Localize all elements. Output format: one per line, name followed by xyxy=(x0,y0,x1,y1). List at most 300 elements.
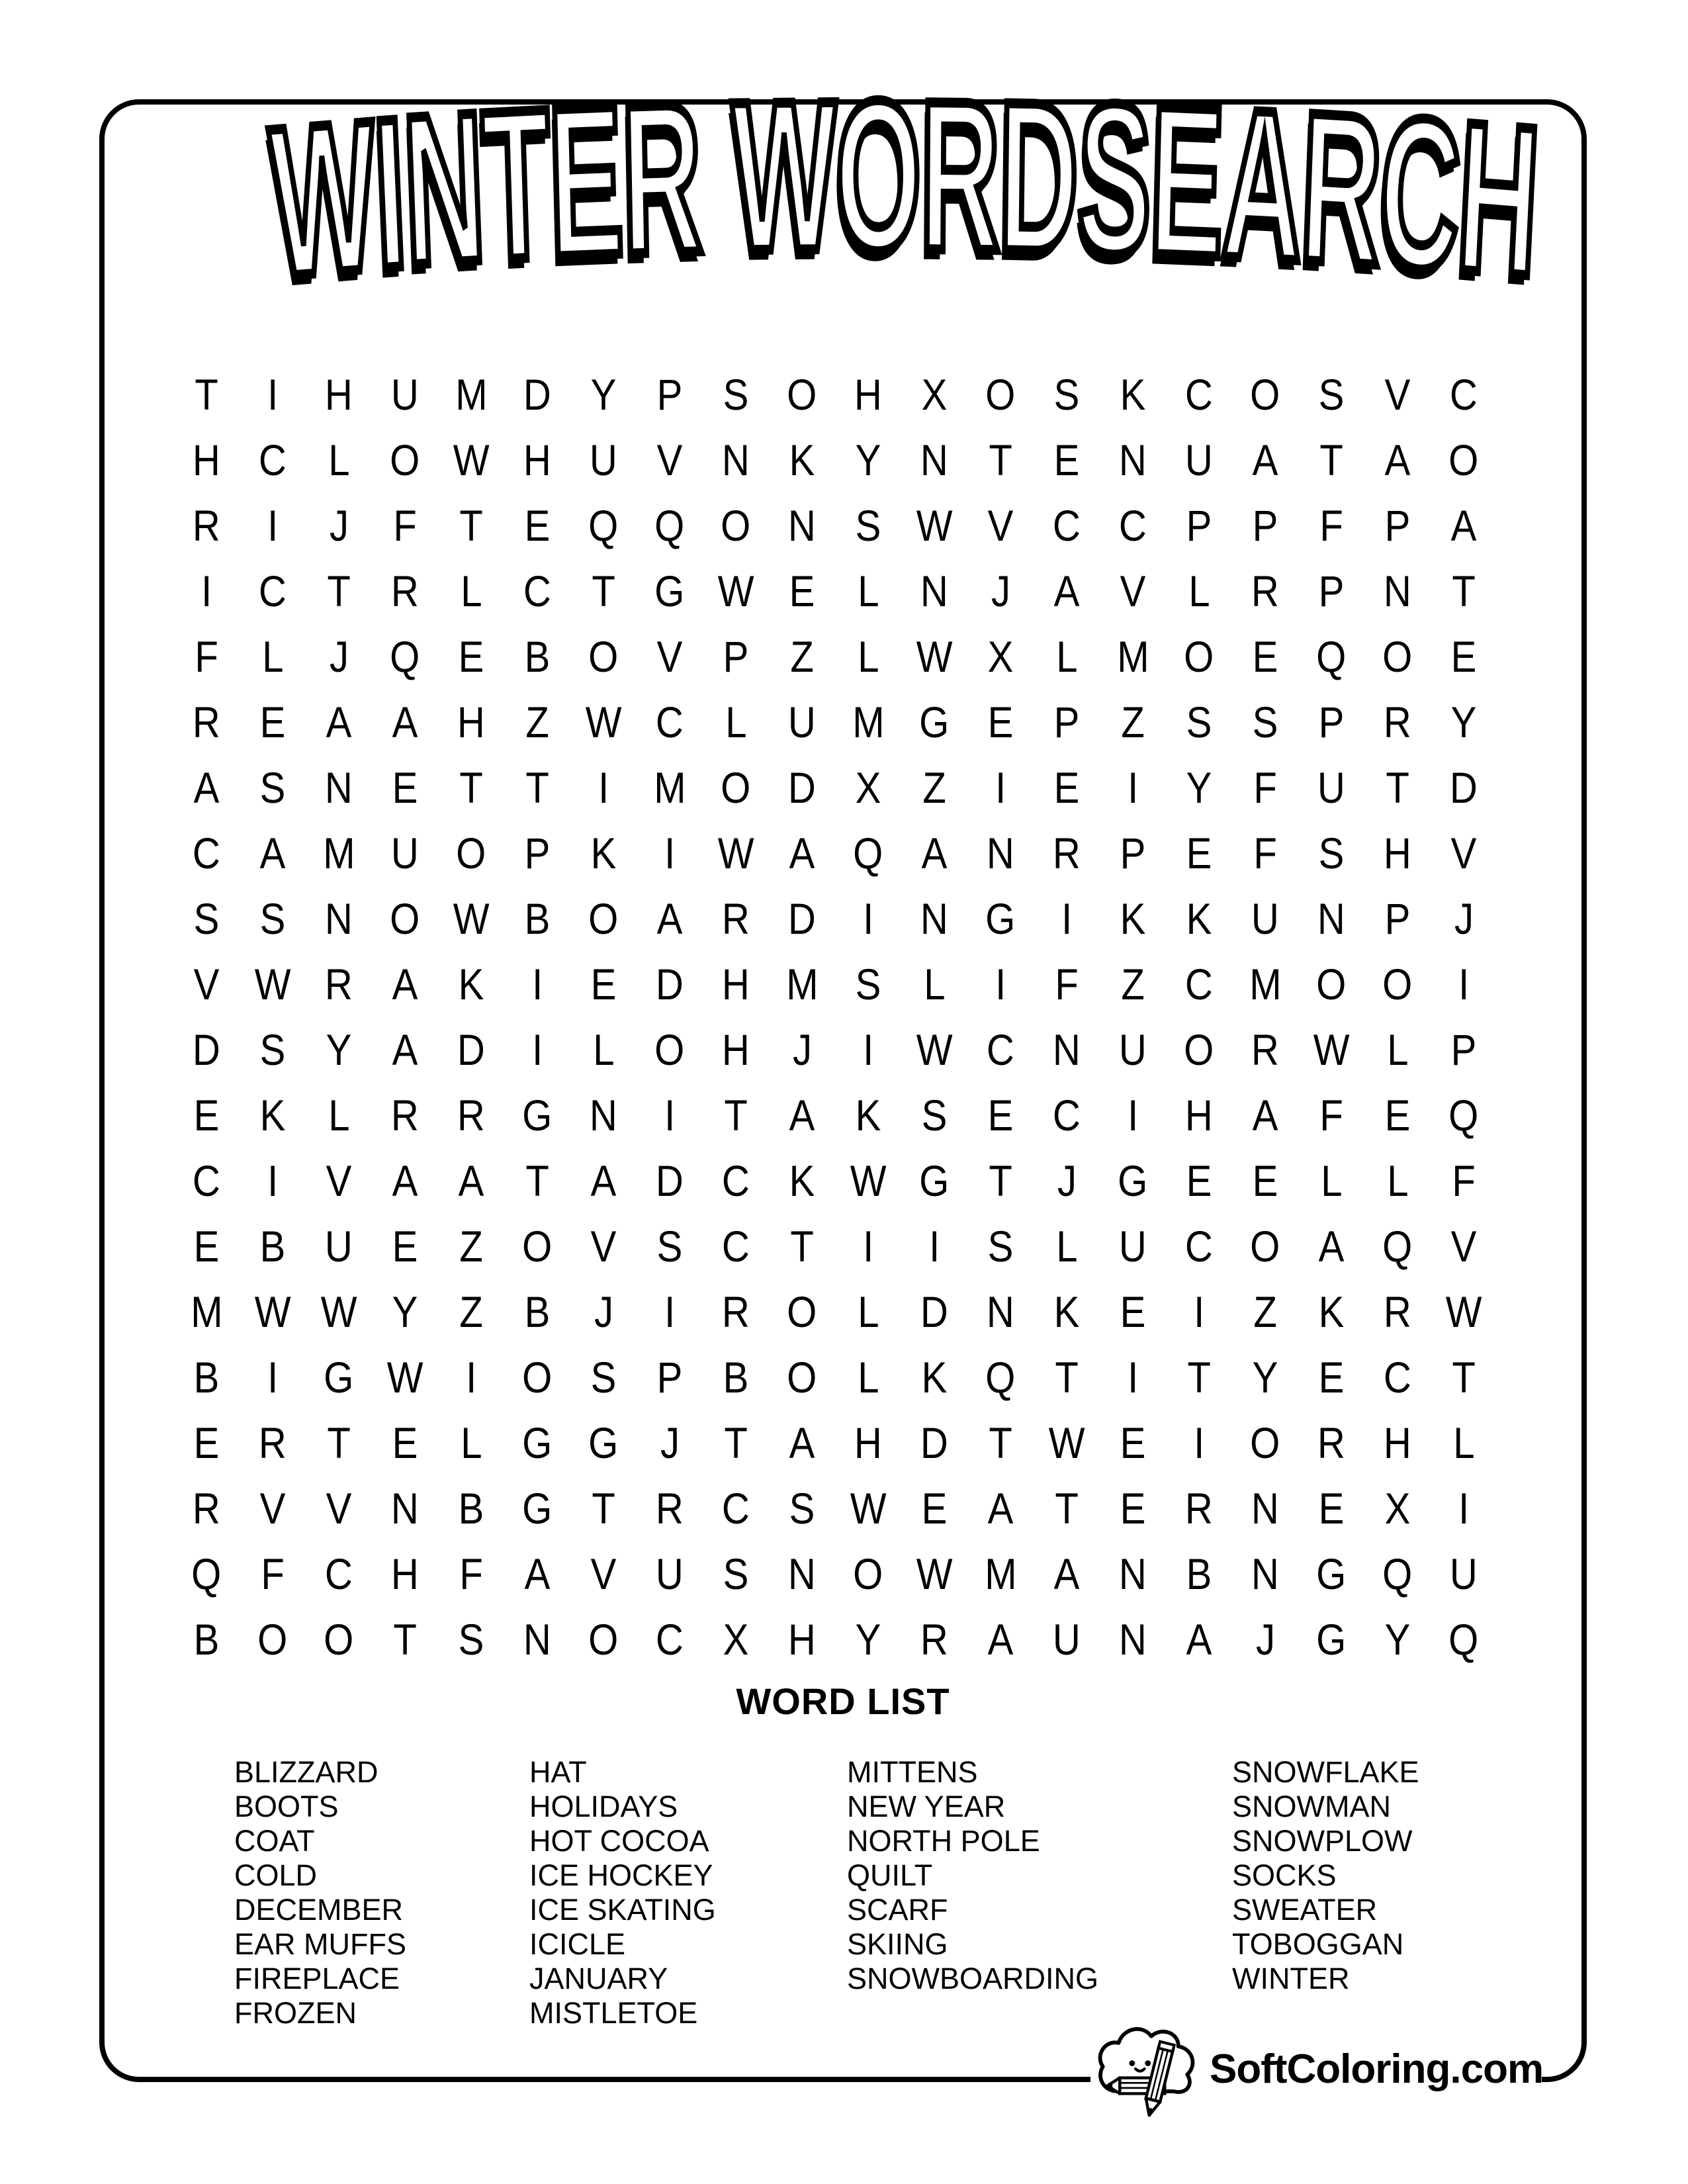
grid-cell: G xyxy=(919,1156,950,1205)
grid-cell: N xyxy=(987,828,1014,878)
grid-cell: V xyxy=(590,1549,617,1598)
grid-cell: E xyxy=(789,566,815,615)
grid-cell: K xyxy=(921,1352,948,1402)
title-letter: O xyxy=(835,56,920,295)
grid-cell: W xyxy=(453,435,490,484)
word-item: HOT COCOA xyxy=(529,1824,709,1858)
grid-cell: S xyxy=(656,1221,683,1271)
grid-cell: H xyxy=(722,959,750,1009)
grid-cell: I xyxy=(531,959,543,1009)
grid-cell: C xyxy=(656,1614,684,1664)
grid-cell: E xyxy=(1053,435,1080,484)
grid-cell: Q xyxy=(1448,1090,1479,1140)
word-item: FIREPLACE xyxy=(234,1962,400,1995)
page-title xyxy=(265,55,1543,364)
grid-cell: W xyxy=(916,1024,953,1074)
grid-cell: Q xyxy=(985,1352,1016,1402)
grid-cell: I xyxy=(664,1090,676,1140)
grid-cell: T xyxy=(724,1090,748,1140)
grid-cell: H xyxy=(1185,1090,1213,1140)
grid-cell: U xyxy=(1251,893,1279,943)
title-letter xyxy=(698,13,733,341)
title-letter: D xyxy=(997,56,1079,297)
grid-cell: S xyxy=(789,1483,815,1533)
grid-cell: A xyxy=(392,959,418,1009)
grid-cell: Q xyxy=(1382,1549,1413,1598)
grid-cell: A xyxy=(1053,1549,1080,1598)
grid-cell: E xyxy=(987,1090,1014,1140)
grid-cell: T xyxy=(1452,1352,1476,1402)
grid-cell: S xyxy=(259,893,286,943)
grid-cell: S xyxy=(987,1221,1014,1271)
grid-cell: E xyxy=(524,500,551,550)
grid-cell: I xyxy=(1458,959,1470,1009)
grid-cell: A xyxy=(458,1156,484,1205)
grid-cell: R xyxy=(1251,1024,1279,1074)
grid-cell: F xyxy=(1253,828,1277,878)
grid-cell: U xyxy=(656,1549,684,1598)
grid-cell: K xyxy=(855,1090,881,1140)
grid-cell: R xyxy=(193,697,220,747)
grid-cell: Q xyxy=(390,631,420,681)
grid-cell: J xyxy=(329,500,349,550)
grid-cell: I xyxy=(1127,1090,1139,1140)
grid-cell: N xyxy=(1317,893,1345,943)
grid-cell: L xyxy=(1386,1024,1409,1074)
grid-cell: V xyxy=(656,631,683,681)
grid-cell: W xyxy=(254,959,291,1009)
grid-cell: T xyxy=(327,566,351,615)
grid-cell: B xyxy=(259,1221,286,1271)
grid-cell: C xyxy=(1450,369,1478,419)
grid-cell: M xyxy=(1116,631,1149,681)
grid-cell: E xyxy=(193,1418,220,1467)
grid-cell: J xyxy=(594,1287,613,1336)
grid-cell: W xyxy=(1445,1287,1482,1336)
grid-cell: H xyxy=(1384,828,1411,878)
grid-cell: Q xyxy=(191,1549,222,1598)
grid-cell: R xyxy=(920,1614,948,1664)
grid-cell: N xyxy=(920,566,948,615)
grid-cell: O xyxy=(853,1549,883,1598)
grid-cell: Y xyxy=(1186,762,1212,812)
grid-cell: B xyxy=(193,1352,220,1402)
grid-cell: A xyxy=(1252,1090,1278,1140)
grid-cell: S xyxy=(458,1614,484,1664)
grid-cell: M xyxy=(1249,959,1282,1009)
grid-cell: A xyxy=(590,1156,617,1205)
grid-cell: W xyxy=(850,1156,887,1205)
word-item: SNOWMAN xyxy=(1232,1790,1391,1823)
grid-cell: E xyxy=(1450,631,1477,681)
grid-cell: N xyxy=(1251,1549,1279,1598)
grid-cell: C xyxy=(259,566,287,615)
grid-cell: S xyxy=(193,893,220,943)
grid-cell: G xyxy=(522,1090,553,1140)
grid-cell: S xyxy=(1252,697,1278,747)
grid-cell: R xyxy=(193,1483,220,1533)
grid-cell: E xyxy=(1186,1156,1212,1205)
title-letter: W xyxy=(265,75,380,322)
title-area xyxy=(99,55,1587,338)
grid-cell: L xyxy=(328,435,350,484)
grid-cell: S xyxy=(723,1549,749,1598)
word-item: TOBOGGAN xyxy=(1232,1927,1404,1961)
grid-cell: P xyxy=(1318,566,1345,615)
grid-cell: E xyxy=(1318,1483,1345,1533)
grid-cell: D xyxy=(523,369,551,419)
grid-cell: I xyxy=(862,1221,874,1271)
grid-cell: W xyxy=(453,893,490,943)
grid-cell: V xyxy=(1450,1221,1477,1271)
grid-cell: N xyxy=(920,435,948,484)
grid-cell: J xyxy=(991,566,1010,615)
grid-cell: T xyxy=(1055,1352,1079,1402)
grid-cell: C xyxy=(325,1549,353,1598)
grid-cell: S xyxy=(1053,369,1080,419)
grid-cell: A xyxy=(392,697,418,747)
word-list-column-4 xyxy=(1232,1755,1419,1996)
title-letter: C xyxy=(1374,71,1464,316)
grid-cell: R xyxy=(457,1090,485,1140)
grid-cell: Z xyxy=(1121,697,1145,747)
grid-cell: Y xyxy=(855,435,881,484)
grid-cell: N xyxy=(523,1614,551,1664)
word-item: BLIZZARD xyxy=(234,1755,378,1789)
grid-cell: K xyxy=(1120,369,1146,419)
grid-cell: O xyxy=(257,1614,288,1664)
word-item: SNOWBOARDING xyxy=(847,1962,1099,1995)
grid-cell: C xyxy=(656,697,684,747)
grid-cell: O xyxy=(1448,435,1479,484)
grid-cell: J xyxy=(329,631,349,681)
brand-name: SoftColoring.com xyxy=(1210,2046,1544,2092)
grid-cell: M xyxy=(984,1549,1017,1598)
grid-cell: A xyxy=(1450,500,1477,550)
grid-cell: J xyxy=(792,1024,812,1074)
word-item: SOCKS xyxy=(1232,1858,1337,1892)
word-item: COAT xyxy=(234,1824,315,1858)
grid-cell: O xyxy=(1250,1418,1280,1467)
grid-cell: I xyxy=(267,500,279,550)
grid-cell: S xyxy=(723,369,749,419)
grid-cell: O xyxy=(324,1614,354,1664)
word-item: NEW YEAR xyxy=(847,1790,1006,1823)
grid-cell: B xyxy=(524,631,551,681)
grid-cell: F xyxy=(195,631,218,681)
grid-cell: Q xyxy=(588,500,619,550)
grid-cell: C xyxy=(1053,1090,1081,1140)
grid-cell: E xyxy=(458,631,484,681)
brand-logo xyxy=(1090,2004,1542,2134)
word-item: ICICLE xyxy=(529,1927,626,1961)
grid-cell: A xyxy=(987,1614,1014,1664)
grid-cell: L xyxy=(857,631,879,681)
grid-cell: I xyxy=(1193,1418,1205,1467)
grid-cell: K xyxy=(1318,1287,1345,1336)
grid-cell: E xyxy=(1186,828,1212,878)
grid-cell: T xyxy=(525,762,549,812)
grid-cell: R xyxy=(391,1090,419,1140)
grid-cell: O xyxy=(522,1221,553,1271)
grid-cell: C xyxy=(1053,500,1081,550)
grid-cell: L xyxy=(857,1352,879,1402)
grid-cell: K xyxy=(1186,893,1212,943)
word-item: ICE HOCKEY xyxy=(529,1858,713,1892)
grid-cell: J xyxy=(1454,893,1474,943)
grid-cell: F xyxy=(1319,1090,1343,1140)
grid-cell: O xyxy=(390,893,420,943)
grid-cell: V xyxy=(656,435,683,484)
grid-cell: I xyxy=(1127,1352,1139,1402)
grid-cell: D xyxy=(1450,762,1478,812)
grid-cell: F xyxy=(1055,959,1079,1009)
grid-cell: P xyxy=(1053,697,1080,747)
grid-cell: R xyxy=(722,893,750,943)
grid-cell: I xyxy=(995,762,1006,812)
grid-cell: T xyxy=(989,435,1012,484)
grid-cell: I xyxy=(1458,1483,1470,1533)
grid-cell: T xyxy=(989,1156,1012,1205)
grid-cell: A xyxy=(1318,1221,1345,1271)
word-item: HAT xyxy=(529,1755,587,1789)
grid-cell: O xyxy=(588,1614,619,1664)
grid-cell: U xyxy=(788,697,816,747)
grid-cell: V xyxy=(590,1221,617,1271)
word-list-column-2 xyxy=(529,1755,716,2030)
grid-cell: A xyxy=(921,828,948,878)
grid-cell: A xyxy=(1384,435,1411,484)
grid-cell: M xyxy=(852,697,885,747)
grid-cell: S xyxy=(1186,697,1212,747)
grid-cell: A xyxy=(789,1090,815,1140)
grid-cell: L xyxy=(1188,566,1210,615)
grid-cell: I xyxy=(465,1352,477,1402)
grid-cell: S xyxy=(1318,369,1345,419)
grid-cell: N xyxy=(590,1090,617,1140)
grid-cell: M xyxy=(785,959,819,1009)
grid-cell: W xyxy=(717,566,754,615)
grid-cell: N xyxy=(325,893,353,943)
grid-cell: U xyxy=(1317,762,1345,812)
title-letter: T xyxy=(479,63,553,306)
grid-cell: V xyxy=(987,500,1014,550)
grid-cell: E xyxy=(392,762,418,812)
grid-cell: T xyxy=(327,1418,351,1467)
grid-cell: C xyxy=(523,566,551,615)
word-item: FROZEN xyxy=(234,1996,357,2030)
grid-cell: O xyxy=(1184,1024,1214,1074)
grid-cell: I xyxy=(267,1352,279,1402)
grid-cell: J xyxy=(660,1418,680,1467)
grid-cell: A xyxy=(392,1156,418,1205)
grid-cell: V xyxy=(326,1156,352,1205)
grid-cell: O xyxy=(985,369,1016,419)
grid-cell: C xyxy=(1185,959,1213,1009)
grid-cell: A xyxy=(987,1483,1014,1533)
word-item: DECEMBER xyxy=(234,1893,404,1927)
grid-cell: Q xyxy=(1316,631,1347,681)
grid-cell: M xyxy=(455,369,488,419)
grid-cell: O xyxy=(721,762,751,812)
grid-cell: O xyxy=(654,1024,685,1074)
grid-cell: G xyxy=(522,1483,553,1533)
grid-cell: Q xyxy=(654,500,685,550)
grid-cell: T xyxy=(1386,762,1409,812)
grid-cell: W xyxy=(916,500,953,550)
grid-cell: K xyxy=(1120,893,1146,943)
grid-cell: W xyxy=(585,697,622,747)
title-letter: R xyxy=(619,58,702,300)
grid-cell: W xyxy=(850,1483,887,1533)
word-item: WINTER xyxy=(1232,1962,1350,1995)
grid-cell: D xyxy=(193,1024,220,1074)
word-item: COLD xyxy=(234,1858,318,1892)
grid-cell: Z xyxy=(790,631,814,681)
grid-cell: T xyxy=(592,1483,615,1533)
grid-cell: I xyxy=(267,369,279,419)
grid-cell: O xyxy=(1316,959,1347,1009)
grid-cell: N xyxy=(722,435,750,484)
grid-cell: W xyxy=(254,1287,291,1336)
grid-cell: R xyxy=(1317,1418,1345,1467)
grid-cell: B xyxy=(723,1352,749,1402)
grid-cell: L xyxy=(725,697,747,747)
grid-cell: A xyxy=(326,697,352,747)
word-item: EAR MUFFS xyxy=(234,1927,407,1961)
grid-cell: G xyxy=(1118,1156,1148,1205)
grid-cell: H xyxy=(391,1549,419,1598)
grid-cell: V xyxy=(1384,369,1411,419)
grid-cell: L xyxy=(261,631,284,681)
grid-cell: I xyxy=(531,1024,543,1074)
grid-cell: K xyxy=(458,959,484,1009)
grid-cell: V xyxy=(1120,566,1146,615)
word-item: JANUARY xyxy=(529,1962,668,1995)
grid-cell: M xyxy=(653,762,686,812)
grid-cell: U xyxy=(1185,435,1213,484)
grid-cell: A xyxy=(259,828,286,878)
grid-cell: U xyxy=(391,369,419,419)
grid-cell: X xyxy=(723,1614,749,1664)
grid-cell: E xyxy=(392,1418,418,1467)
grid-cell: S xyxy=(855,959,881,1009)
grid-cell: W xyxy=(717,828,754,878)
grid-cell: I xyxy=(598,762,609,812)
grid-cell: O xyxy=(1382,631,1413,681)
grid-cell: W xyxy=(1313,1024,1350,1074)
grid-cell: R xyxy=(1384,697,1411,747)
grid-cell: D xyxy=(788,762,816,812)
grid-cell: T xyxy=(1319,435,1343,484)
grid-cell: T xyxy=(459,500,483,550)
grid-cell: O xyxy=(588,631,619,681)
grid-cell: C xyxy=(1384,1352,1411,1402)
word-item: SNOWFLAKE xyxy=(1232,1755,1419,1789)
grid-cell: A xyxy=(789,1418,815,1467)
grid-cell: N xyxy=(1251,1483,1279,1533)
grid-cell: A xyxy=(524,1549,551,1598)
grid-cell: D xyxy=(457,1024,485,1074)
grid-cell: H xyxy=(854,369,882,419)
grid-cell: I xyxy=(267,1156,279,1205)
grid-cell: O xyxy=(1250,1221,1280,1271)
grid-cell: N xyxy=(1053,1024,1081,1074)
grid-cell: F xyxy=(261,1549,285,1598)
title-letter: E xyxy=(1147,60,1225,302)
grid-cell: M xyxy=(190,1287,223,1336)
grid-cell: Y xyxy=(326,1024,352,1074)
grid-cell: G xyxy=(522,1418,553,1467)
grid-cell: X xyxy=(987,631,1014,681)
grid-cell: U xyxy=(1119,1221,1147,1271)
word-item: SWEATER xyxy=(1232,1893,1378,1927)
grid-cell: D xyxy=(920,1418,948,1467)
grid-cell: H xyxy=(1384,1418,1411,1467)
grid-cell: R xyxy=(722,1287,750,1336)
grid-cell: F xyxy=(459,1549,483,1598)
grid-cell: L xyxy=(1452,1418,1475,1467)
grid-cell: W xyxy=(916,1549,953,1598)
grid-cell: Z xyxy=(459,1221,483,1271)
grid-cell: H xyxy=(722,1024,750,1074)
grid-cell: Y xyxy=(1384,1614,1411,1664)
grid-cell: P xyxy=(1384,500,1411,550)
grid-cell: A xyxy=(656,893,683,943)
grid-cell: N xyxy=(1119,1614,1147,1664)
grid-cell: A xyxy=(392,1024,418,1074)
grid-cell: O xyxy=(522,1352,553,1402)
grid-cell: S xyxy=(921,1090,948,1140)
grid-cell: P xyxy=(656,369,683,419)
grid-cell: L xyxy=(592,1024,615,1074)
grid-cell: T xyxy=(592,566,615,615)
grid-cell: Q xyxy=(853,828,883,878)
grid-cell: R xyxy=(1053,828,1081,878)
grid-cell: P xyxy=(1450,1024,1477,1074)
grid-cell: B xyxy=(524,1287,551,1336)
grid-cell: T xyxy=(393,1614,417,1664)
grid-cell: H xyxy=(193,435,220,484)
grid-cell: L xyxy=(923,959,946,1009)
grid-cell: N xyxy=(1384,566,1411,615)
grid-cell: A xyxy=(789,828,815,878)
grid-cell: I xyxy=(862,893,874,943)
grid-cell: O xyxy=(787,369,817,419)
grid-cell: G xyxy=(1316,1549,1347,1598)
grid-cell: E xyxy=(1120,1483,1146,1533)
grid-cell: I xyxy=(1061,893,1073,943)
title-letter: W xyxy=(731,55,836,296)
grid-cell: E xyxy=(987,697,1014,747)
grid-cell: E xyxy=(193,1221,220,1271)
grid-cell: E xyxy=(1120,1287,1146,1336)
grid-cell: P xyxy=(1186,500,1212,550)
grid-cell: N xyxy=(920,893,948,943)
grid-cell: I xyxy=(664,1287,676,1336)
word-item: BOOTS xyxy=(234,1790,339,1823)
grid-cell: A xyxy=(1186,1614,1212,1664)
grid-cell: C xyxy=(722,1156,750,1205)
grid-cell: V xyxy=(259,1483,286,1533)
grid-cell: I xyxy=(928,1221,940,1271)
grid-cell: K xyxy=(789,435,815,484)
grid-cell: C xyxy=(193,828,220,878)
grid-cell: R xyxy=(325,959,353,1009)
title-letter: R xyxy=(919,56,999,296)
grid-cell: B xyxy=(193,1614,220,1664)
grid-cell: I xyxy=(664,828,676,878)
